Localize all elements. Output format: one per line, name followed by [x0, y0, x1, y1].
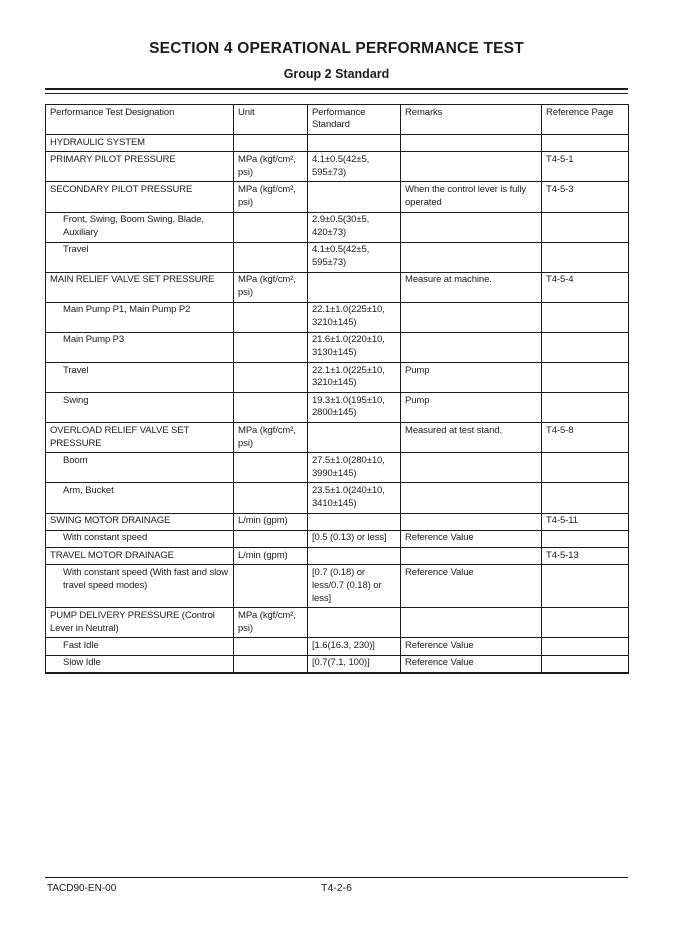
remarks-cell	[401, 302, 542, 332]
designation-cell: Front, Swing, Boom Swing, Blade, Auxiliary	[46, 212, 234, 242]
designation-cell: Arm, Bucket	[46, 483, 234, 513]
col-header-standard: Performance Standard	[308, 105, 401, 135]
reference-cell	[542, 242, 629, 272]
reference-cell	[542, 565, 629, 608]
reference-cell: T4-5-11	[542, 513, 629, 530]
reference-cell	[542, 332, 629, 362]
remarks-cell	[401, 152, 542, 182]
table-row	[46, 608, 629, 638]
designation-cell: Slow Idle	[46, 655, 234, 673]
designation-cell: PRIMARY PILOT PRESSURE	[46, 152, 234, 182]
reference-cell: T4-5-13	[542, 548, 629, 565]
standard-cell: 4.1±0.5(42±5, 595±73)	[308, 152, 401, 182]
table-row	[46, 638, 629, 655]
designation-cell: TRAVEL MOTOR DRAINAGE	[46, 548, 234, 565]
table-row	[46, 302, 629, 332]
unit-cell: MPa (kgf/cm², psi)	[234, 182, 308, 212]
remarks-cell	[401, 513, 542, 530]
standard-cell	[308, 608, 401, 638]
reference-cell	[542, 655, 629, 673]
table-row	[46, 272, 629, 302]
unit-cell	[234, 242, 308, 272]
remarks-cell: When the control lever is fully operated	[401, 182, 542, 212]
reference-cell	[542, 363, 629, 393]
reference-cell: T4-5-8	[542, 423, 629, 453]
document-number: TACD90-EN-00	[47, 883, 117, 894]
reference-cell	[542, 302, 629, 332]
designation-cell: Swing	[46, 393, 234, 423]
unit-cell: MPa (kgf/cm², psi)	[234, 608, 308, 638]
table-row	[46, 242, 629, 272]
unit-cell: L/min (gpm)	[234, 548, 308, 565]
standard-cell: [0.7(7.1, 100)]	[308, 655, 401, 673]
remarks-cell: Reference Value	[401, 638, 542, 655]
unit-cell	[234, 638, 308, 655]
table-row	[46, 548, 629, 565]
table-row	[46, 135, 629, 152]
remarks-cell	[401, 332, 542, 362]
page-content	[45, 0, 628, 674]
standard-cell: 27.5±1.0(280±10, 3990±145)	[308, 453, 401, 483]
reference-cell	[542, 638, 629, 655]
col-header-reference: Reference Page	[542, 105, 629, 135]
reference-cell	[542, 212, 629, 242]
unit-cell	[234, 483, 308, 513]
section-title: SECTION 4 OPERATIONAL PERFORMANCE TEST	[149, 40, 524, 57]
designation-cell: SWING MOTOR DRAINAGE	[46, 513, 234, 530]
standard-cell	[308, 182, 401, 212]
col-header-designation: Performance Test Designation	[46, 105, 234, 135]
standard-cell	[308, 135, 401, 152]
reference-cell	[542, 530, 629, 547]
unit-cell	[234, 393, 308, 423]
double-rule	[45, 88, 628, 94]
unit-cell: MPa (kgf/cm², psi)	[234, 272, 308, 302]
designation-cell: Travel	[46, 242, 234, 272]
standard-cell: 2.9±0.5(30±5, 420±73)	[308, 212, 401, 242]
standard-cell: 19.3±1.0(195±10, 2800±145)	[308, 393, 401, 423]
unit-cell	[234, 302, 308, 332]
unit-cell	[234, 530, 308, 547]
unit-cell: MPa (kgf/cm², psi)	[234, 423, 308, 453]
unit-cell: MPa (kgf/cm², psi)	[234, 152, 308, 182]
remarks-cell: Measure at machine.	[401, 272, 542, 302]
unit-cell	[234, 363, 308, 393]
designation-cell: PUMP DELIVERY PRESSURE (Control Lever in Neutral)	[46, 608, 234, 638]
standard-cell	[308, 548, 401, 565]
footer-row	[45, 883, 628, 897]
remarks-cell: Pump	[401, 363, 542, 393]
standard-cell: [0.5 (0.13) or less]	[308, 530, 401, 547]
standard-cell	[308, 513, 401, 530]
remarks-cell: Reference Value	[401, 655, 542, 673]
unit-cell	[234, 135, 308, 152]
unit-cell	[234, 565, 308, 608]
standard-cell: 23.5±1.0(240±10, 3410±145)	[308, 483, 401, 513]
table-header	[46, 105, 629, 135]
designation-cell: HYDRAULIC SYSTEM	[46, 135, 234, 152]
group-subtitle: Group 2 Standard	[283, 67, 390, 81]
designation-cell: SECONDARY PILOT PRESSURE	[46, 182, 234, 212]
designation-cell: Boom	[46, 453, 234, 483]
table-row	[46, 393, 629, 423]
reference-cell: T4-5-3	[542, 182, 629, 212]
table-row	[46, 530, 629, 547]
unit-cell	[234, 453, 308, 483]
standard-cell: 21.6±1.0(220±10, 3130±145)	[308, 332, 401, 362]
remarks-cell: Reference Value	[401, 530, 542, 547]
designation-cell: Fast Idle	[46, 638, 234, 655]
page-footer	[45, 877, 628, 897]
designation-cell: Travel	[46, 363, 234, 393]
table-row	[46, 513, 629, 530]
unit-cell	[234, 655, 308, 673]
table-row	[46, 363, 629, 393]
header-row	[46, 105, 629, 135]
designation-cell: Main Pump P3	[46, 332, 234, 362]
table-row	[46, 483, 629, 513]
reference-cell	[542, 393, 629, 423]
table-row	[46, 423, 629, 453]
designation-cell: MAIN RELIEF VALVE SET PRESSURE	[46, 272, 234, 302]
designation-cell: OVERLOAD RELIEF VALVE SET PRESSURE	[46, 423, 234, 453]
standard-cell: 22.1±1.0(225±10, 3210±145)	[308, 302, 401, 332]
reference-cell	[542, 135, 629, 152]
reference-cell	[542, 608, 629, 638]
table-row	[46, 332, 629, 362]
standard-cell	[308, 423, 401, 453]
remarks-cell: Measured at test stand.	[401, 423, 542, 453]
remarks-cell: Pump	[401, 393, 542, 423]
unit-cell: L/min (gpm)	[234, 513, 308, 530]
remarks-cell	[401, 212, 542, 242]
reference-cell: T4-5-1	[542, 152, 629, 182]
remarks-cell	[401, 608, 542, 638]
remarks-cell: Reference Value	[401, 565, 542, 608]
page-number: T4-2-6	[321, 882, 352, 894]
col-header-unit: Unit	[234, 105, 308, 135]
table-row	[46, 655, 629, 673]
table-row	[46, 565, 629, 608]
designation-cell: With constant speed (With fast and slow travel speed modes)	[46, 565, 234, 608]
standard-cell: 4.1±0.5(42±5, 595±73)	[308, 242, 401, 272]
unit-cell	[234, 212, 308, 242]
standard-cell: [0.7 (0.18) or less/0.7 (0.18) or less]	[308, 565, 401, 608]
table-row	[46, 212, 629, 242]
table-body	[46, 135, 629, 673]
col-header-remarks: Remarks	[401, 105, 542, 135]
standard-cell	[308, 272, 401, 302]
reference-cell: T4-5-4	[542, 272, 629, 302]
standard-cell: 22.1±1.0(225±10, 3210±145)	[308, 363, 401, 393]
remarks-cell	[401, 135, 542, 152]
designation-cell: With constant speed	[46, 530, 234, 547]
standard-cell: [1.6(16.3, 230)]	[308, 638, 401, 655]
remarks-cell	[401, 483, 542, 513]
remarks-cell	[401, 453, 542, 483]
unit-cell	[234, 332, 308, 362]
table-row	[46, 152, 629, 182]
designation-cell: Main Pump P1, Main Pump P2	[46, 302, 234, 332]
reference-cell	[542, 453, 629, 483]
table-row	[46, 182, 629, 212]
reference-cell	[542, 483, 629, 513]
performance-test-table	[45, 104, 629, 674]
remarks-cell	[401, 242, 542, 272]
remarks-cell	[401, 548, 542, 565]
table-row	[46, 453, 629, 483]
